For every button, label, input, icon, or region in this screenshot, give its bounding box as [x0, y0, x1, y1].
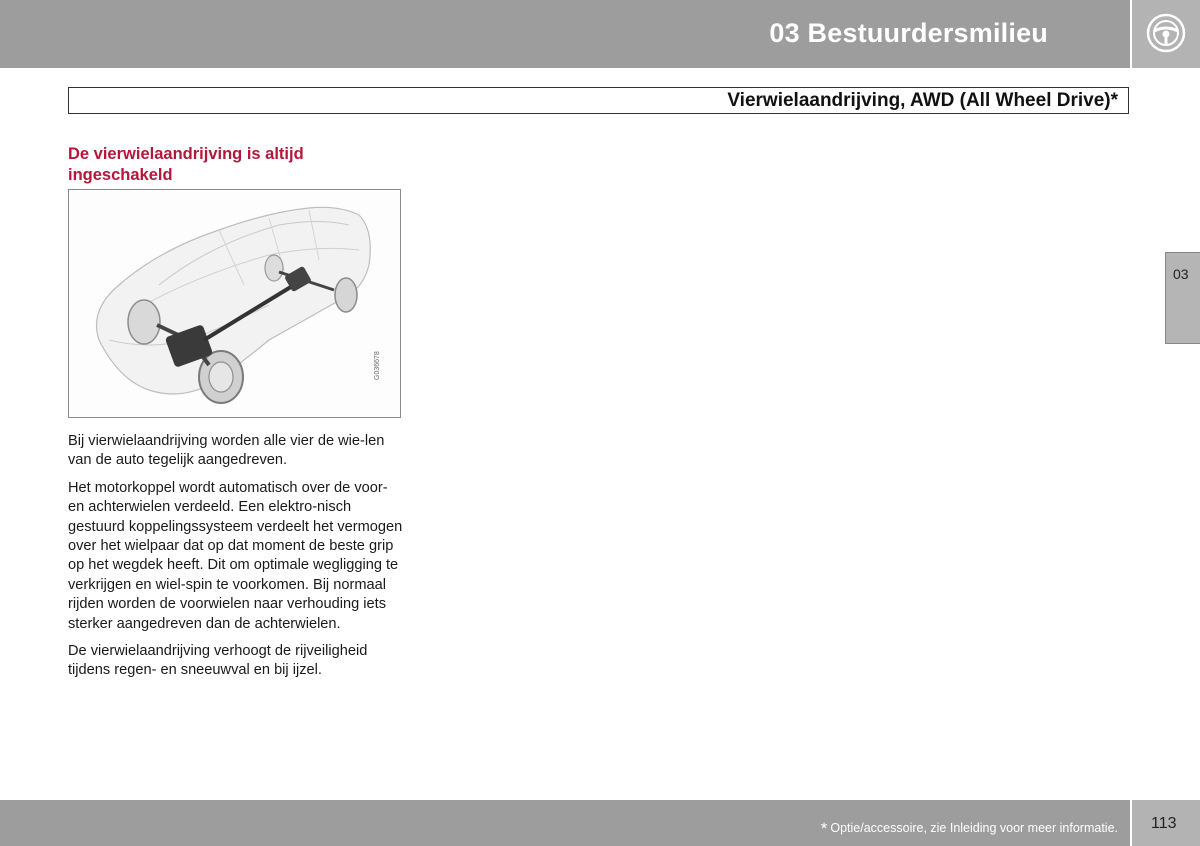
footnote-text: Optie/accessoire, zie Inleiding voor meer informatie. [830, 821, 1118, 835]
footnote-star: * [820, 819, 828, 838]
steering-wheel-icon [1146, 13, 1186, 53]
chapter-side-tab[interactable] [1165, 252, 1200, 344]
body-text [68, 432, 406, 689]
car-drivetrain-drawing [69, 190, 400, 417]
paragraph: Het motorkoppel wordt automatisch over de voor- en achterwielen verdeeld. Een elektro-nisch gestuurd koppelingssysteem verdeelt het vermogen over het wielpaar dat op dat moment de beste grip op het wegdek heeft. Dit om optimale wegligging te verkrijgen en wiel-spin te voorkomen. Bij normaal rijden worden de voorwielen naar verhouding iets sterker aangedreven dan de achterwielen. [68, 479, 403, 632]
footer-band [0, 800, 1130, 846]
chapter-icon-box [1132, 0, 1200, 68]
footer-note [821, 817, 1118, 837]
page-number-box [1132, 800, 1200, 846]
section-title: Vierwielaandrijving, AWD (All Wheel Drive)* [727, 90, 1118, 111]
chapter-title: 03 Bestuurdersmilieu [769, 18, 1048, 48]
header-band [0, 0, 1130, 68]
paragraph: Bij vierwielaandrijving worden alle vier de wie-len van de auto tegelijk aangedreven. [68, 433, 385, 469]
figure-code: G036678 [374, 351, 381, 380]
paragraph: De vierwielaandrijving verhoogt de rijveiligheid tijdens regen- en sneeuwval en bij ijzel. [68, 643, 368, 679]
awd-car-illustration [68, 189, 401, 418]
side-tab-label: 03 [1173, 266, 1189, 282]
subheading: De vierwielaandrijving is altijd ingeschakeld [68, 145, 304, 184]
section-title-bar [68, 87, 1129, 114]
page-number: 113 [1151, 815, 1177, 832]
